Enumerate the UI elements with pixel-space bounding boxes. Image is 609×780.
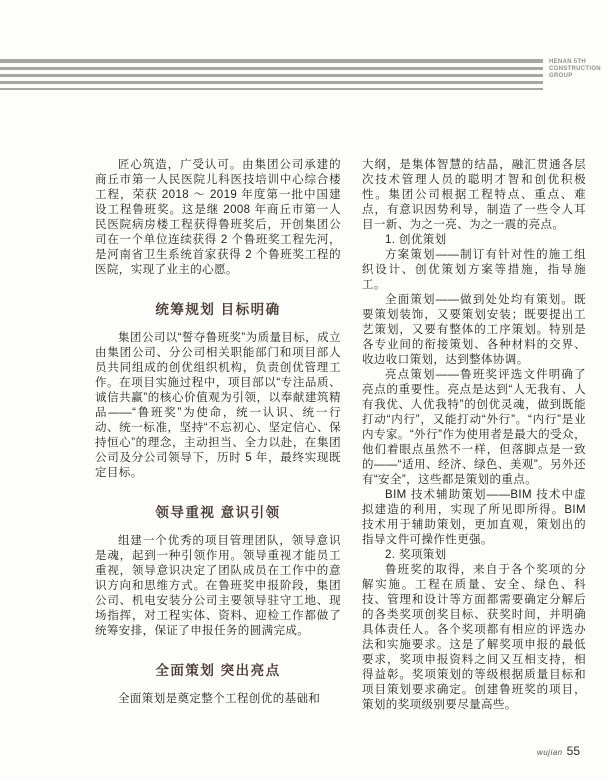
paragraph: 鲁班奖的取得，来自于各个奖项的分解实施。工程在质量、安全、绿色、科技、管理和设计等方面都需要确定分解后的各类奖项创奖目标、获奖时间，并明确具体责任人。各个奖项都有相应的评选办法和实施要求。这是了解奖项申报的最低要求，奖项申报资料之间又互相支持，相得益彰。奖项策划的等级根据质量目标和项目策划要求确定。创建鲁班奖的项目，策划的奖项级别要尽量高些。: [362, 564, 586, 711]
page-number: 55: [566, 744, 580, 758]
section-paragraph: 全面策划是奠定整个工程创优的基础和: [118, 693, 321, 705]
section-heading-overall-planning: 统筹规划 目标明确: [155, 302, 281, 317]
paragraph: 方案策划——制订有针对性的施工组织设计、创优策划方案等措施，指导施工。: [362, 249, 586, 291]
section-paragraph: 集团公司以“誓夺鲁班奖”为质量目标，成立由集团公司、分公司相关职能部门和项目部人员共同组成的创优组织机构，负责创优管理工作。在项目实施过程中，项目部以“专注品质、诚信共赢”的核心价值观为引领，以奉献建筑精品——“鲁班奖”为使命，统一认识、统一行动、统一标准，坚持“不忘初心、坚定信心、保持恒心”的理念，主动担当、全力以赴，在集团公司及分公司领导下，历时 5 年，最终实现既定目标。: [95, 332, 341, 479]
logo-line: CONSTRUCTION: [549, 66, 601, 72]
paragraph: 全面策划——做到处处均有策划。既要策划装饰，又要策划安装；既要提出工艺策划，又要有整体的工序策划。特别是各专业间的衔接策划、各种材料的交界、收边收口策划，达到整体协调。: [362, 294, 586, 366]
masthead-stripe: [0, 67, 543, 70]
right-column: [362, 158, 586, 713]
masthead-stripe: [0, 81, 543, 84]
left-column: [95, 158, 341, 707]
numbered-subheading: 2. 奖项策划: [385, 549, 447, 561]
masthead-stripe: [0, 59, 543, 63]
continuation-paragraph: 大纲，是集体智慧的结晶，融汇贯通各层次技术管理人员的聪明才智和创优积极性。集团公司根据工程特点、重点、难点，有意识因势利导，制造了一些令人耳目一新、为之一亮、为之一震的亮点。: [362, 159, 586, 231]
section-heading-comprehensive-planning: 全面策划 突出亮点: [155, 663, 281, 678]
logo-line: HENAN 5TH: [549, 59, 587, 65]
masthead-stripe: [0, 74, 543, 77]
intro-paragraph: 匠心筑造，广受认可。由集团公司承建的商丘市第一人民医院儿科医技培训中心综合楼工程，荣获 2018 ～ 2019 年度第一批中国建设工程鲁班奖。这是继 2008 年商丘市第一人民医院病房楼工程获得鲁班奖后，开创集团公司在一个单位连续获得 2 个鲁班奖工程先河，是河南省卫生系统首家获得 2 个鲁班奖工程的医院，实现了业主的心愿。: [95, 159, 341, 276]
section-heading-leadership: 领导重视 意识引领: [155, 505, 281, 520]
journal-name: wujian: [536, 748, 563, 757]
section-paragraph: 组建一个优秀的项目管理团队，领导意识是魂，起到一种引领作用。领导重视才能员工重视，领导意识决定了团队成员在工作中的意识方向和思维方式。在鲁班奖申报阶段，集团公司、机电安装分公司主要领导驻守工地、现场指挥，对工程实体、资料、迎检工作都做了统筹安排，保证了申报任务的圆满完成。: [95, 535, 341, 637]
page-footer: [537, 744, 580, 758]
company-logo: [549, 59, 607, 80]
paragraph: BIM 技术辅助策划——BIM 技术中虚拟建造的利用，实现了所见即所得。BIM 技术用于辅助策划，更加直观，策划出的指导文件可操作性更强。: [362, 489, 586, 546]
logo-line: GROUP: [549, 73, 573, 79]
numbered-subheading: 1. 创优策划: [385, 234, 447, 246]
masthead-stripe: [0, 88, 543, 90]
masthead-stripes: [0, 59, 543, 90]
paragraph: 亮点策划——鲁班奖评选文件明确了亮点的重要性。亮点是达到“人无我有、人有我优、人优我特”的创优灵魂，做到既能打动“内行”，又能打动“外行”。“内行”是业内专家。“外行”作为使用者是最大的受众，他们着眼点虽然不一样，但落脚点是一致的——“适用、经济、绿色、美观”。另外还有“安全”，这些都是策划的重点。: [362, 369, 586, 486]
